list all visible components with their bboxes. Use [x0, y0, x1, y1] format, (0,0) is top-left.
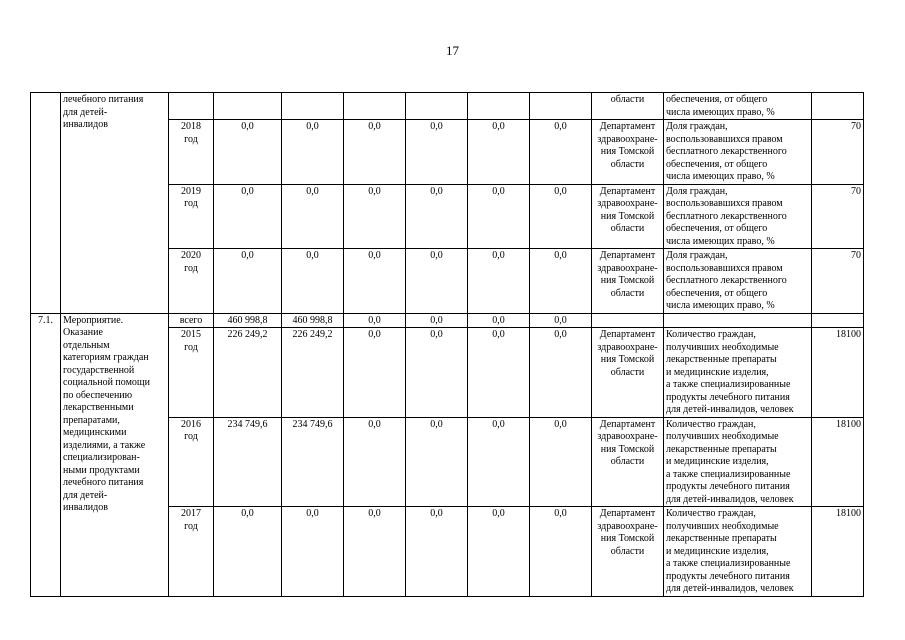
table-row: [31, 93, 864, 120]
value-cell: 0,0: [344, 328, 406, 418]
year-cell: 2018 год: [169, 120, 214, 185]
value-cell: 0,0: [214, 507, 282, 597]
value-cell: [530, 93, 592, 120]
year-cell: 2020 год: [169, 249, 214, 314]
executor-cell: Департамент здравоохране- ния Томской области: [592, 507, 664, 597]
target-cell: 18100: [812, 417, 864, 507]
value-cell: 0,0: [530, 417, 592, 507]
target-cell: 70: [812, 120, 864, 185]
value-cell: 226 249,2: [282, 328, 344, 418]
number-cell: 7.1.: [31, 313, 61, 596]
value-cell: 0,0: [406, 328, 468, 418]
executor-cell: Департамент здравоохране- ния Томской области: [592, 328, 664, 418]
value-cell: 0,0: [406, 249, 468, 314]
value-cell: [468, 93, 530, 120]
value-cell: 0,0: [344, 120, 406, 185]
value-cell: 234 749,6: [214, 417, 282, 507]
value-cell: 460 998,8: [282, 313, 344, 328]
value-cell: 0,0: [468, 249, 530, 314]
year-cell: 2015 год: [169, 328, 214, 418]
value-cell: 0,0: [406, 417, 468, 507]
value-cell: 0,0: [530, 328, 592, 418]
indicator-cell: Доля граждан, воспользовавшихся правом бесплатного лекарственного обеспечения, от общего числа имеющих право, %: [664, 120, 812, 185]
target-cell: 18100: [812, 507, 864, 597]
executor-cell: Департамент здравоохране- ния Томской области: [592, 184, 664, 249]
value-cell: 0,0: [468, 313, 530, 328]
year-cell: [169, 93, 214, 120]
value-cell: 0,0: [214, 249, 282, 314]
value-cell: 0,0: [282, 120, 344, 185]
indicator-cell: Доля граждан, воспользовавшихся правом бесплатного лекарственного обеспечения, от общего числа имеющих право, %: [664, 184, 812, 249]
target-cell: 70: [812, 184, 864, 249]
executor-cell: Департамент здравоохране- ния Томской области: [592, 417, 664, 507]
value-cell: 0,0: [344, 184, 406, 249]
value-cell: 0,0: [530, 120, 592, 185]
program-table: [30, 92, 864, 597]
value-cell: 0,0: [344, 507, 406, 597]
value-cell: [282, 93, 344, 120]
page-number: 17: [446, 43, 459, 58]
value-cell: 0,0: [282, 184, 344, 249]
target-cell: 70: [812, 249, 864, 314]
value-cell: 0,0: [344, 249, 406, 314]
value-cell: 0,0: [530, 313, 592, 328]
year-cell: всего: [169, 313, 214, 328]
value-cell: 0,0: [214, 184, 282, 249]
value-cell: 0,0: [530, 507, 592, 597]
value-cell: 0,0: [468, 184, 530, 249]
indicator-cell: Доля граждан, воспользовавшихся правом бесплатного лекарственного обеспечения, от общего числа имеющих право, %: [664, 249, 812, 314]
target-cell: 18100: [812, 328, 864, 418]
executor-cell: [592, 313, 664, 328]
value-cell: 0,0: [406, 507, 468, 597]
value-cell: 0,0: [406, 184, 468, 249]
value-cell: 0,0: [530, 184, 592, 249]
indicator-cell: [664, 313, 812, 328]
value-cell: [406, 93, 468, 120]
value-cell: 0,0: [214, 120, 282, 185]
year-cell: 2019 год: [169, 184, 214, 249]
target-cell: [812, 93, 864, 120]
value-cell: 0,0: [468, 417, 530, 507]
indicator-cell: обеспечения, от общего числа имеющих право, %: [664, 93, 812, 120]
value-cell: 0,0: [282, 249, 344, 314]
value-cell: [214, 93, 282, 120]
target-cell: [812, 313, 864, 328]
value-cell: 0,0: [530, 249, 592, 314]
indicator-cell: Количество граждан, получивших необходимые лекарственные препараты и медицинские изделия, а также специализированные продукты лечебного питания для детей-инвалидов, человек: [664, 417, 812, 507]
indicator-cell: Количество граждан, получивших необходимые лекарственные препараты и медицинские изделия, а также специализированные продукты лечебного питания для детей-инвалидов, человек: [664, 507, 812, 597]
value-cell: 234 749,6: [282, 417, 344, 507]
value-cell: 460 998,8: [214, 313, 282, 328]
value-cell: 0,0: [468, 328, 530, 418]
measure-name-cell: Мероприятие. Оказание отдельным категориям граждан государственной социальной помощи по обеспечению лекарственными препаратами, медицинскими изделиями, а также специализирован- ными продуктами лечебного питания для детей- инвалидов: [61, 313, 169, 596]
value-cell: 226 249,2: [214, 328, 282, 418]
year-cell: 2016 год: [169, 417, 214, 507]
executor-cell: Департамент здравоохране- ния Томской области: [592, 120, 664, 185]
executor-cell: области: [592, 93, 664, 120]
value-cell: 0,0: [406, 313, 468, 328]
value-cell: 0,0: [468, 507, 530, 597]
table-row-total: [31, 313, 864, 328]
value-cell: 0,0: [468, 120, 530, 185]
executor-cell: Департамент здравоохране- ния Томской области: [592, 249, 664, 314]
measure-name-cell: лечебного питания для детей- инвалидов: [61, 93, 169, 314]
value-cell: [344, 93, 406, 120]
value-cell: 0,0: [344, 313, 406, 328]
indicator-cell: Количество граждан, получивших необходимые лекарственные препараты и медицинские изделия, а также специализированные продукты лечебного питания для детей-инвалидов, человек: [664, 328, 812, 418]
number-cell: [31, 93, 61, 314]
value-cell: 0,0: [406, 120, 468, 185]
year-cell: 2017 год: [169, 507, 214, 597]
value-cell: 0,0: [282, 507, 344, 597]
value-cell: 0,0: [344, 417, 406, 507]
